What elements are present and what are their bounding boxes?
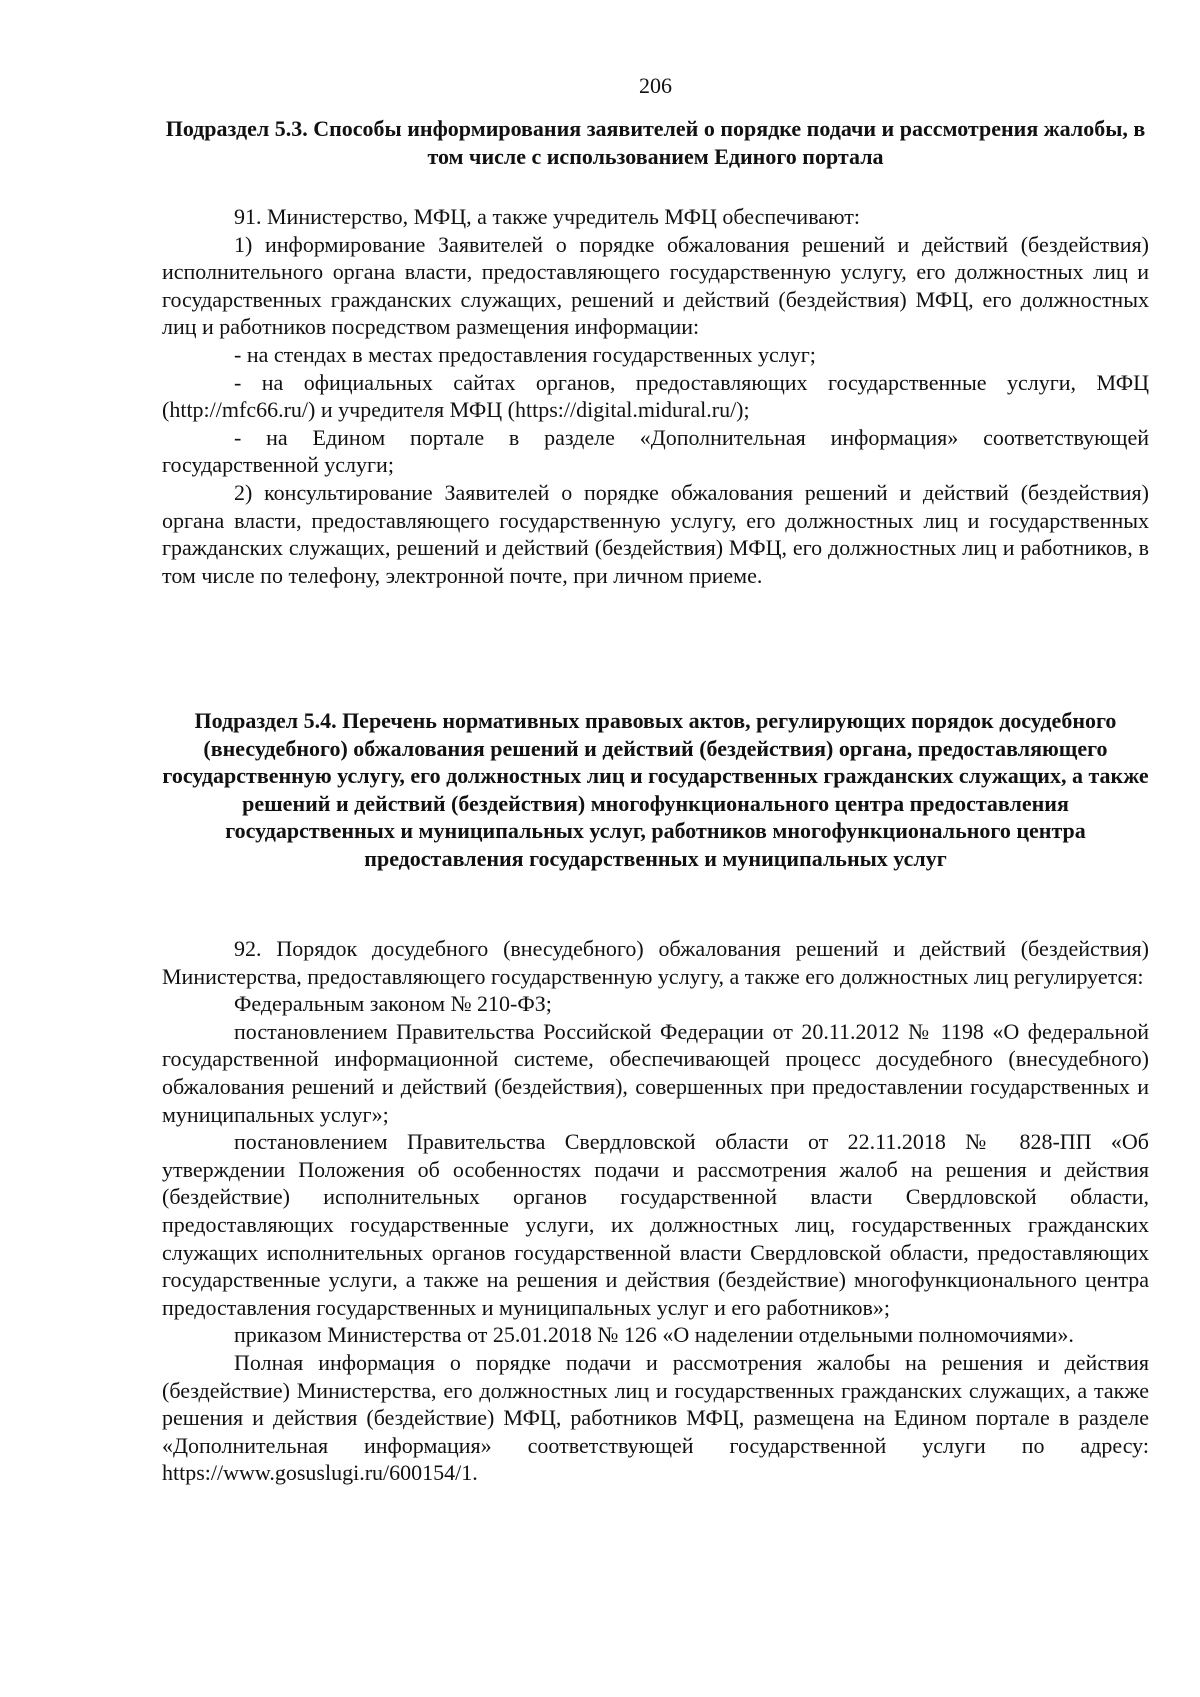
section-5-4-title: Подраздел 5.4. Перечень нормативных правовых актов, регулирующих порядок досудебного (внесудебного) обжалования решений и действий (бездействия) органа, предоставляющего государственную услугу, его должностных лиц и государственных гражданских служащих, а также решений и действий (бездействия) многофункционального центра предоставления государственных и муниципальных услуг, работников многофункционального центра предоставления государственных и муниципальных услуг [162,708,1149,871]
page-number: 206 [639,73,672,98]
section-5-4-body [162,935,1149,1487]
act-sverdlovsk-resolution: постановлением Правительства Свердловской области от 22.11.2018 № 828-ПП «Об утверждении Положения об особенностях подачи и рассмотрения жалоб на решения и действия (бездействие) исполнительных органов государственной власти Свердловской области, предоставляющих государственные услуги, их должностных лиц, государственных гражданских служащих исполнительных органов государственной власти Свердловской области, предоставляющих государственные услуги, а также на решения и действия (бездействие) многофункционального центра предоставления государственных и муниципальных услуг и его работников»; [162,1129,1149,1320]
paragraph-full-info: Полная информация о порядке подачи и рассмотрения жалобы на решения и действия (бездействие) Министерства, его должностных лиц и государственных гражданских служащих, а также решения и действия (бездействие) МФЦ, работников МФЦ, размещена на Едином портале в разделе «Дополнительная информация» соответствующей государственной услуги по адресу: https://www.gosuslugi.ru/600154/1. [162,1349,1149,1486]
bullet-stands: - на стендах в местах предоставления государственных услуг; [234,341,816,367]
bullet-official-sites: - на официальных сайтах органов, предоставляющих государственные услуги, МФЦ (http://mfc66.ru/) и учредителя МФЦ (https://digital.midural.ru/); [162,369,1149,423]
act-federal-law: Федеральным законом № 210-ФЗ; [234,991,552,1017]
section-5-3-body [162,203,1149,589]
paragraph-91: 91. Министерство, МФЦ, а также учредитель МФЦ обеспечивают: [234,204,860,229]
paragraph-92: 92. Порядок досудебного (внесудебного) обжалования решений и действий (бездействия) Министерства, предоставляющего государственную услугу, а также его должностных лиц регулируется: [162,936,1149,989]
section-5-3-title: Подраздел 5.3. Способы информирования заявителей о порядке подачи и рассмотрения жалобы, в том числе с использованием Единого портала [165,116,1146,169]
act-rf-government-resolution: постановлением Правительства Российской Федерации от 20.11.2012 № 1198 «О федеральной государственной информационной системе, обеспечивающей процесс досудебного (внесудебного) обжалования решений и действий (бездействия), совершенных при предоставлении государственных и муниципальных услуг»; [162,1018,1149,1127]
paragraph-91-item-2: 2) консультирование Заявителей о порядке обжалования решений и действий (бездействия) органа власти, предоставляющего государственную услугу, его должностных лиц и государственных гражданских служащих, решений и действий (бездействия) МФЦ, его должностных лиц и работников, в том числе по телефону, электронной почте, при личном приеме. [162,479,1149,588]
paragraph-91-item-1: 1) информирование Заявителей о порядке обжалования решений и действий (бездействия) исполнительного органа власти, предоставляющего государственную услугу, его должностных лиц и государственных гражданских служащих, решений и действий (бездействия) МФЦ, его должностных лиц и работников посредством размещения информации: [162,231,1149,340]
bullet-unified-portal: - на Едином портале в разделе «Дополнительная информация» соответствующей государственной услуги; [162,424,1149,478]
act-ministry-order: приказом Министерства от 25.01.2018 № 126 «О наделении отдельными полномочиями». [234,1322,1074,1348]
